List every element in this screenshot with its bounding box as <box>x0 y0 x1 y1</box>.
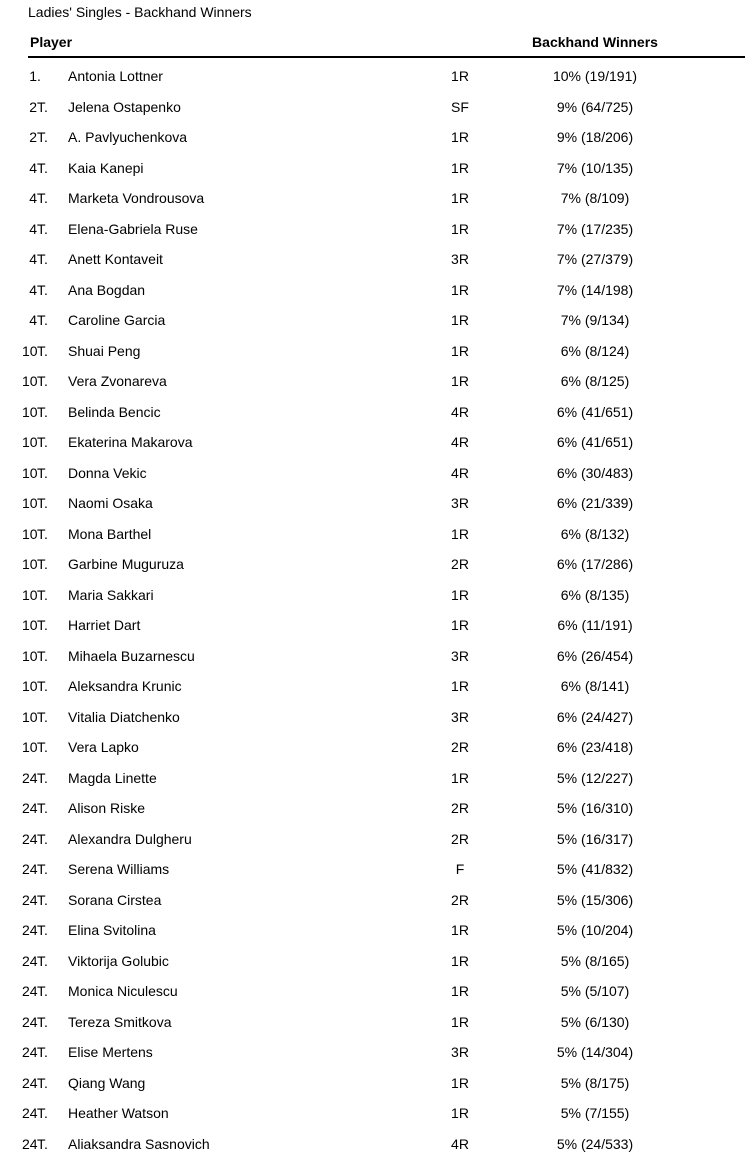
table-row <box>0 488 756 519</box>
rank-suffix: T. <box>37 373 48 390</box>
round-reached: F <box>455 861 465 878</box>
round-reached: 2R <box>451 891 469 908</box>
stat-column-header: Backhand Winners <box>532 34 658 50</box>
stat-value: 6% (24/427) <box>556 708 634 725</box>
rank-cell <box>22 99 68 115</box>
rank-number: 10 <box>22 708 38 725</box>
player-name: Anett Kontaveit <box>68 251 163 268</box>
rank-suffix: T. <box>37 952 48 969</box>
rank-cell <box>22 373 68 389</box>
player-name: Vitalia Diatchenko <box>68 708 180 725</box>
stat-value: 6% (23/418) <box>556 739 634 756</box>
player-name: Serena Williams <box>68 861 170 878</box>
stat-value: 6% (8/141) <box>560 678 630 695</box>
rank-number: 24 <box>22 983 38 1000</box>
rank-number: 10 <box>22 373 38 390</box>
rank-suffix: T. <box>37 1105 48 1122</box>
player-name: Ekaterina Makarova <box>68 434 193 451</box>
player-name: Marketa Vondrousova <box>68 190 205 207</box>
rank-cell <box>22 129 68 145</box>
table-row <box>0 976 756 1007</box>
table-row <box>0 946 756 977</box>
rank-cell <box>22 861 68 877</box>
player-name: Maria Sakkari <box>68 586 154 603</box>
player-name: Viktorija Golubic <box>68 952 169 969</box>
stat-value: 6% (8/124) <box>560 342 630 359</box>
stat-value: 7% (9/134) <box>560 312 630 329</box>
round-reached: 1R <box>451 525 469 542</box>
rank-number: 24 <box>22 830 38 847</box>
table-row <box>0 671 756 702</box>
round-reached: 1R <box>451 1074 469 1091</box>
table-row <box>0 854 756 885</box>
rank-suffix: T. <box>37 342 48 359</box>
round-reached: 3R <box>451 708 469 725</box>
table-row <box>0 244 756 275</box>
stat-value: 5% (41/832) <box>556 861 634 878</box>
rank-cell <box>22 495 68 511</box>
table-row <box>0 336 756 367</box>
round-reached: 1R <box>451 586 469 603</box>
table-row <box>0 641 756 672</box>
round-reached: 1R <box>451 190 469 207</box>
table-row <box>0 732 756 763</box>
player-name: Garbine Muguruza <box>68 556 184 573</box>
player-name: Naomi Osaka <box>68 495 153 512</box>
table-row <box>0 305 756 336</box>
player-name: Belinda Bencic <box>68 403 161 420</box>
stat-value: 5% (8/175) <box>560 1074 630 1091</box>
rank-suffix: T. <box>37 251 48 268</box>
stat-value: 7% (14/198) <box>556 281 634 298</box>
player-name: Vera Lapko <box>68 739 139 756</box>
player-name: Elena-Gabriela Ruse <box>68 220 198 237</box>
stat-value: 9% (64/725) <box>556 98 634 115</box>
stat-value: 6% (8/125) <box>560 373 630 390</box>
stat-value: 6% (11/191) <box>557 617 633 634</box>
table-row <box>0 153 756 184</box>
rank-cell <box>22 1105 68 1121</box>
rank-suffix: T. <box>37 159 48 176</box>
rank-cell <box>22 709 68 725</box>
rank-suffix: T. <box>37 464 48 481</box>
table-row <box>0 549 756 580</box>
stat-value: 7% (17/235) <box>556 220 634 237</box>
player-name: Sorana Cirstea <box>68 891 162 908</box>
rank-cell <box>22 465 68 481</box>
table-header-row <box>0 34 756 50</box>
player-name: Tereza Smitkova <box>68 1013 172 1030</box>
rank-number: 4 <box>29 159 37 176</box>
player-name: Caroline Garcia <box>68 312 166 329</box>
player-name: Magda Linette <box>68 769 157 786</box>
stat-value: 5% (24/533) <box>556 1135 634 1152</box>
rank-cell <box>22 739 68 755</box>
rank-cell <box>22 251 68 267</box>
round-reached: 1R <box>451 159 469 176</box>
stat-value: 6% (8/135) <box>560 586 630 603</box>
rank-suffix: T. <box>37 800 48 817</box>
table-row <box>0 183 756 214</box>
stat-value: 9% (18/206) <box>556 129 634 146</box>
rank-number: 10 <box>22 464 38 481</box>
player-name: Elise Mertens <box>68 1044 153 1061</box>
table-row <box>0 1007 756 1038</box>
rank-suffix: T. <box>37 678 48 695</box>
rank-number: 4 <box>29 190 37 207</box>
stat-value: 5% (7/155) <box>560 1105 630 1122</box>
table-row <box>0 1037 756 1068</box>
stat-value: 7% (27/379) <box>556 251 634 268</box>
round-reached: 2R <box>451 830 469 847</box>
rank-number: 10 <box>22 495 38 512</box>
player-name: Alexandra Dulgheru <box>68 830 192 847</box>
player-column-header: Player <box>30 34 73 50</box>
rank-cell <box>22 190 68 206</box>
round-reached: 2R <box>451 556 469 573</box>
table-body <box>0 58 756 1159</box>
rank-number: 24 <box>22 891 38 908</box>
rank-cell <box>22 800 68 816</box>
round-reached: 1R <box>451 983 469 1000</box>
player-name: Kaia Kanepi <box>68 159 144 176</box>
rank-suffix: T. <box>37 922 48 939</box>
stat-value: 7% (8/109) <box>560 190 630 207</box>
stat-value: 10% (19/191) <box>552 68 638 85</box>
table-row <box>0 915 756 946</box>
rank-number: 24 <box>22 1013 38 1030</box>
round-reached: 1R <box>451 220 469 237</box>
table-row <box>0 610 756 641</box>
stat-value: 6% (8/132) <box>560 525 630 542</box>
round-reached: 2R <box>451 739 469 756</box>
rank-suffix: T. <box>37 586 48 603</box>
round-reached: 1R <box>451 952 469 969</box>
round-reached: 4R <box>451 464 469 481</box>
rank-suffix: T. <box>37 312 48 329</box>
table-row <box>0 366 756 397</box>
rank-cell <box>22 983 68 999</box>
rank-cell <box>22 282 68 298</box>
rank-suffix: T. <box>37 1135 48 1152</box>
rank-number: 10 <box>22 586 38 603</box>
round-reached: 2R <box>451 800 469 817</box>
stat-value: 6% (41/651) <box>556 403 634 420</box>
rank-number: 4 <box>29 251 37 268</box>
rank-suffix: . <box>37 68 41 85</box>
round-reached: 3R <box>451 647 469 664</box>
stat-value: 6% (26/454) <box>556 647 634 664</box>
player-name: Aleksandra Krunic <box>68 678 182 695</box>
rank-number: 4 <box>29 220 37 237</box>
rank-cell <box>22 770 68 786</box>
rank-number: 24 <box>22 769 38 786</box>
round-reached: 3R <box>451 495 469 512</box>
table-row <box>0 885 756 916</box>
rank-number: 10 <box>22 647 38 664</box>
table-row <box>0 397 756 428</box>
stat-value: 5% (16/317) <box>556 830 634 847</box>
round-reached: 1R <box>451 68 469 85</box>
rank-suffix: T. <box>37 983 48 1000</box>
round-reached: 3R <box>451 1044 469 1061</box>
rank-number: 10 <box>22 617 38 634</box>
table-row <box>0 580 756 611</box>
rank-cell <box>22 648 68 664</box>
rank-cell <box>22 617 68 633</box>
stat-value: 7% (10/135) <box>556 159 634 176</box>
rank-number: 2 <box>29 98 37 115</box>
rank-number: 10 <box>22 525 38 542</box>
round-reached: SF <box>451 98 469 115</box>
round-reached: 1R <box>451 617 469 634</box>
rank-number: 10 <box>22 342 38 359</box>
round-reached: 1R <box>451 129 469 146</box>
rank-suffix: T. <box>37 1074 48 1091</box>
rank-suffix: T. <box>37 98 48 115</box>
rank-cell <box>22 556 68 572</box>
table-row <box>0 61 756 92</box>
rank-suffix: T. <box>37 495 48 512</box>
rank-number: 24 <box>22 1135 38 1152</box>
rank-cell <box>22 1136 68 1152</box>
stat-value: 6% (21/339) <box>556 495 634 512</box>
round-reached: 4R <box>451 434 469 451</box>
rank-suffix: T. <box>37 647 48 664</box>
rank-cell <box>22 678 68 694</box>
round-reached: 1R <box>451 342 469 359</box>
table-row <box>0 1098 756 1129</box>
rank-cell <box>22 221 68 237</box>
round-reached: 1R <box>451 1105 469 1122</box>
rank-suffix: T. <box>37 190 48 207</box>
rank-number: 24 <box>22 1105 38 1122</box>
stat-value: 5% (10/204) <box>556 922 634 939</box>
rank-number: 10 <box>22 678 38 695</box>
rank-suffix: T. <box>37 556 48 573</box>
rank-number: 24 <box>22 922 38 939</box>
rank-suffix: T. <box>37 617 48 634</box>
stat-value: 5% (14/304) <box>556 1044 634 1061</box>
player-name: Vera Zvonareva <box>68 373 167 390</box>
table-row <box>0 214 756 245</box>
round-reached: 4R <box>451 403 469 420</box>
stat-value: 6% (30/483) <box>556 464 634 481</box>
rank-number: 10 <box>22 403 38 420</box>
rank-number: 24 <box>22 1074 38 1091</box>
round-reached: 1R <box>451 769 469 786</box>
player-name: Monica Niculescu <box>68 983 178 1000</box>
rank-suffix: T. <box>37 861 48 878</box>
player-name: Ana Bogdan <box>68 281 146 298</box>
table-row <box>0 793 756 824</box>
rank-suffix: T. <box>37 525 48 542</box>
rank-cell <box>22 160 68 176</box>
stat-value: 6% (41/651) <box>556 434 634 451</box>
rank-number: 24 <box>22 800 38 817</box>
rank-number: 24 <box>22 952 38 969</box>
player-name: A. Pavlyuchenkova <box>68 129 188 146</box>
rank-suffix: T. <box>37 739 48 756</box>
rank-suffix: T. <box>37 403 48 420</box>
rank-cell <box>22 312 68 328</box>
stat-value: 5% (15/306) <box>556 891 634 908</box>
rank-suffix: T. <box>37 220 48 237</box>
player-name: Shuai Peng <box>68 342 141 359</box>
stat-value: 5% (12/227) <box>556 769 634 786</box>
rank-number: 10 <box>22 556 38 573</box>
player-name: Mona Barthel <box>68 525 152 542</box>
stat-value: 5% (5/107) <box>560 983 630 1000</box>
stat-value: 5% (6/130) <box>560 1013 630 1030</box>
rank-cell <box>22 404 68 420</box>
player-name: Mihaela Buzarnescu <box>68 647 195 664</box>
rank-cell <box>22 587 68 603</box>
table-row <box>0 427 756 458</box>
rank-cell <box>22 892 68 908</box>
rank-cell <box>22 343 68 359</box>
stat-value: 5% (8/165) <box>560 952 630 969</box>
round-reached: 3R <box>451 251 469 268</box>
round-reached: 1R <box>451 1013 469 1030</box>
table-row <box>0 458 756 489</box>
player-name: Jelena Ostapenko <box>68 98 181 115</box>
rank-suffix: T. <box>37 830 48 847</box>
table-row <box>0 702 756 733</box>
player-name: Alison Riske <box>68 800 146 817</box>
rank-cell <box>22 434 68 450</box>
rank-cell <box>22 526 68 542</box>
stat-value: 6% (17/286) <box>556 556 634 573</box>
player-name: Elina Svitolina <box>68 922 156 939</box>
round-reached: 1R <box>451 922 469 939</box>
round-reached: 4R <box>451 1135 469 1152</box>
table-row <box>0 275 756 306</box>
stat-value: 5% (16/310) <box>556 800 634 817</box>
table-row <box>0 824 756 855</box>
round-reached: 1R <box>451 312 469 329</box>
rank-number: 24 <box>22 861 38 878</box>
player-name: Antonia Lottner <box>68 68 163 85</box>
rank-suffix: T. <box>37 708 48 725</box>
rank-number: 4 <box>29 312 37 329</box>
rank-number: 10 <box>22 739 38 756</box>
rank-suffix: T. <box>37 1044 48 1061</box>
rank-number: 24 <box>22 1044 38 1061</box>
rank-cell <box>22 831 68 847</box>
player-name: Donna Vekic <box>68 464 147 481</box>
rank-suffix: T. <box>37 891 48 908</box>
round-reached: 1R <box>451 678 469 695</box>
table-row <box>0 763 756 794</box>
round-reached: 1R <box>451 281 469 298</box>
player-name: Heather Watson <box>68 1105 169 1122</box>
table-row <box>0 122 756 153</box>
table-row <box>0 1129 756 1160</box>
round-reached: 1R <box>451 373 469 390</box>
rank-cell <box>22 68 68 84</box>
rank-suffix: T. <box>37 1013 48 1030</box>
table-row <box>0 1068 756 1099</box>
rank-suffix: T. <box>37 769 48 786</box>
player-name: Qiang Wang <box>68 1074 146 1091</box>
page-title: Ladies' Singles - Backhand Winners <box>28 4 252 20</box>
player-name: Harriet Dart <box>68 617 141 634</box>
rank-suffix: T. <box>37 434 48 451</box>
rank-number: 10 <box>22 434 38 451</box>
player-name: Aliaksandra Sasnovich <box>68 1135 210 1152</box>
rank-number: 1 <box>29 68 37 85</box>
rank-cell <box>22 922 68 938</box>
table-row <box>0 92 756 123</box>
rank-suffix: T. <box>37 129 48 146</box>
rank-cell <box>22 1044 68 1060</box>
rank-number: 2 <box>29 129 37 146</box>
rank-cell <box>22 953 68 969</box>
rank-suffix: T. <box>37 281 48 298</box>
rank-cell <box>22 1075 68 1091</box>
table-row <box>0 519 756 550</box>
rank-number: 4 <box>29 281 37 298</box>
rank-cell <box>22 1014 68 1030</box>
